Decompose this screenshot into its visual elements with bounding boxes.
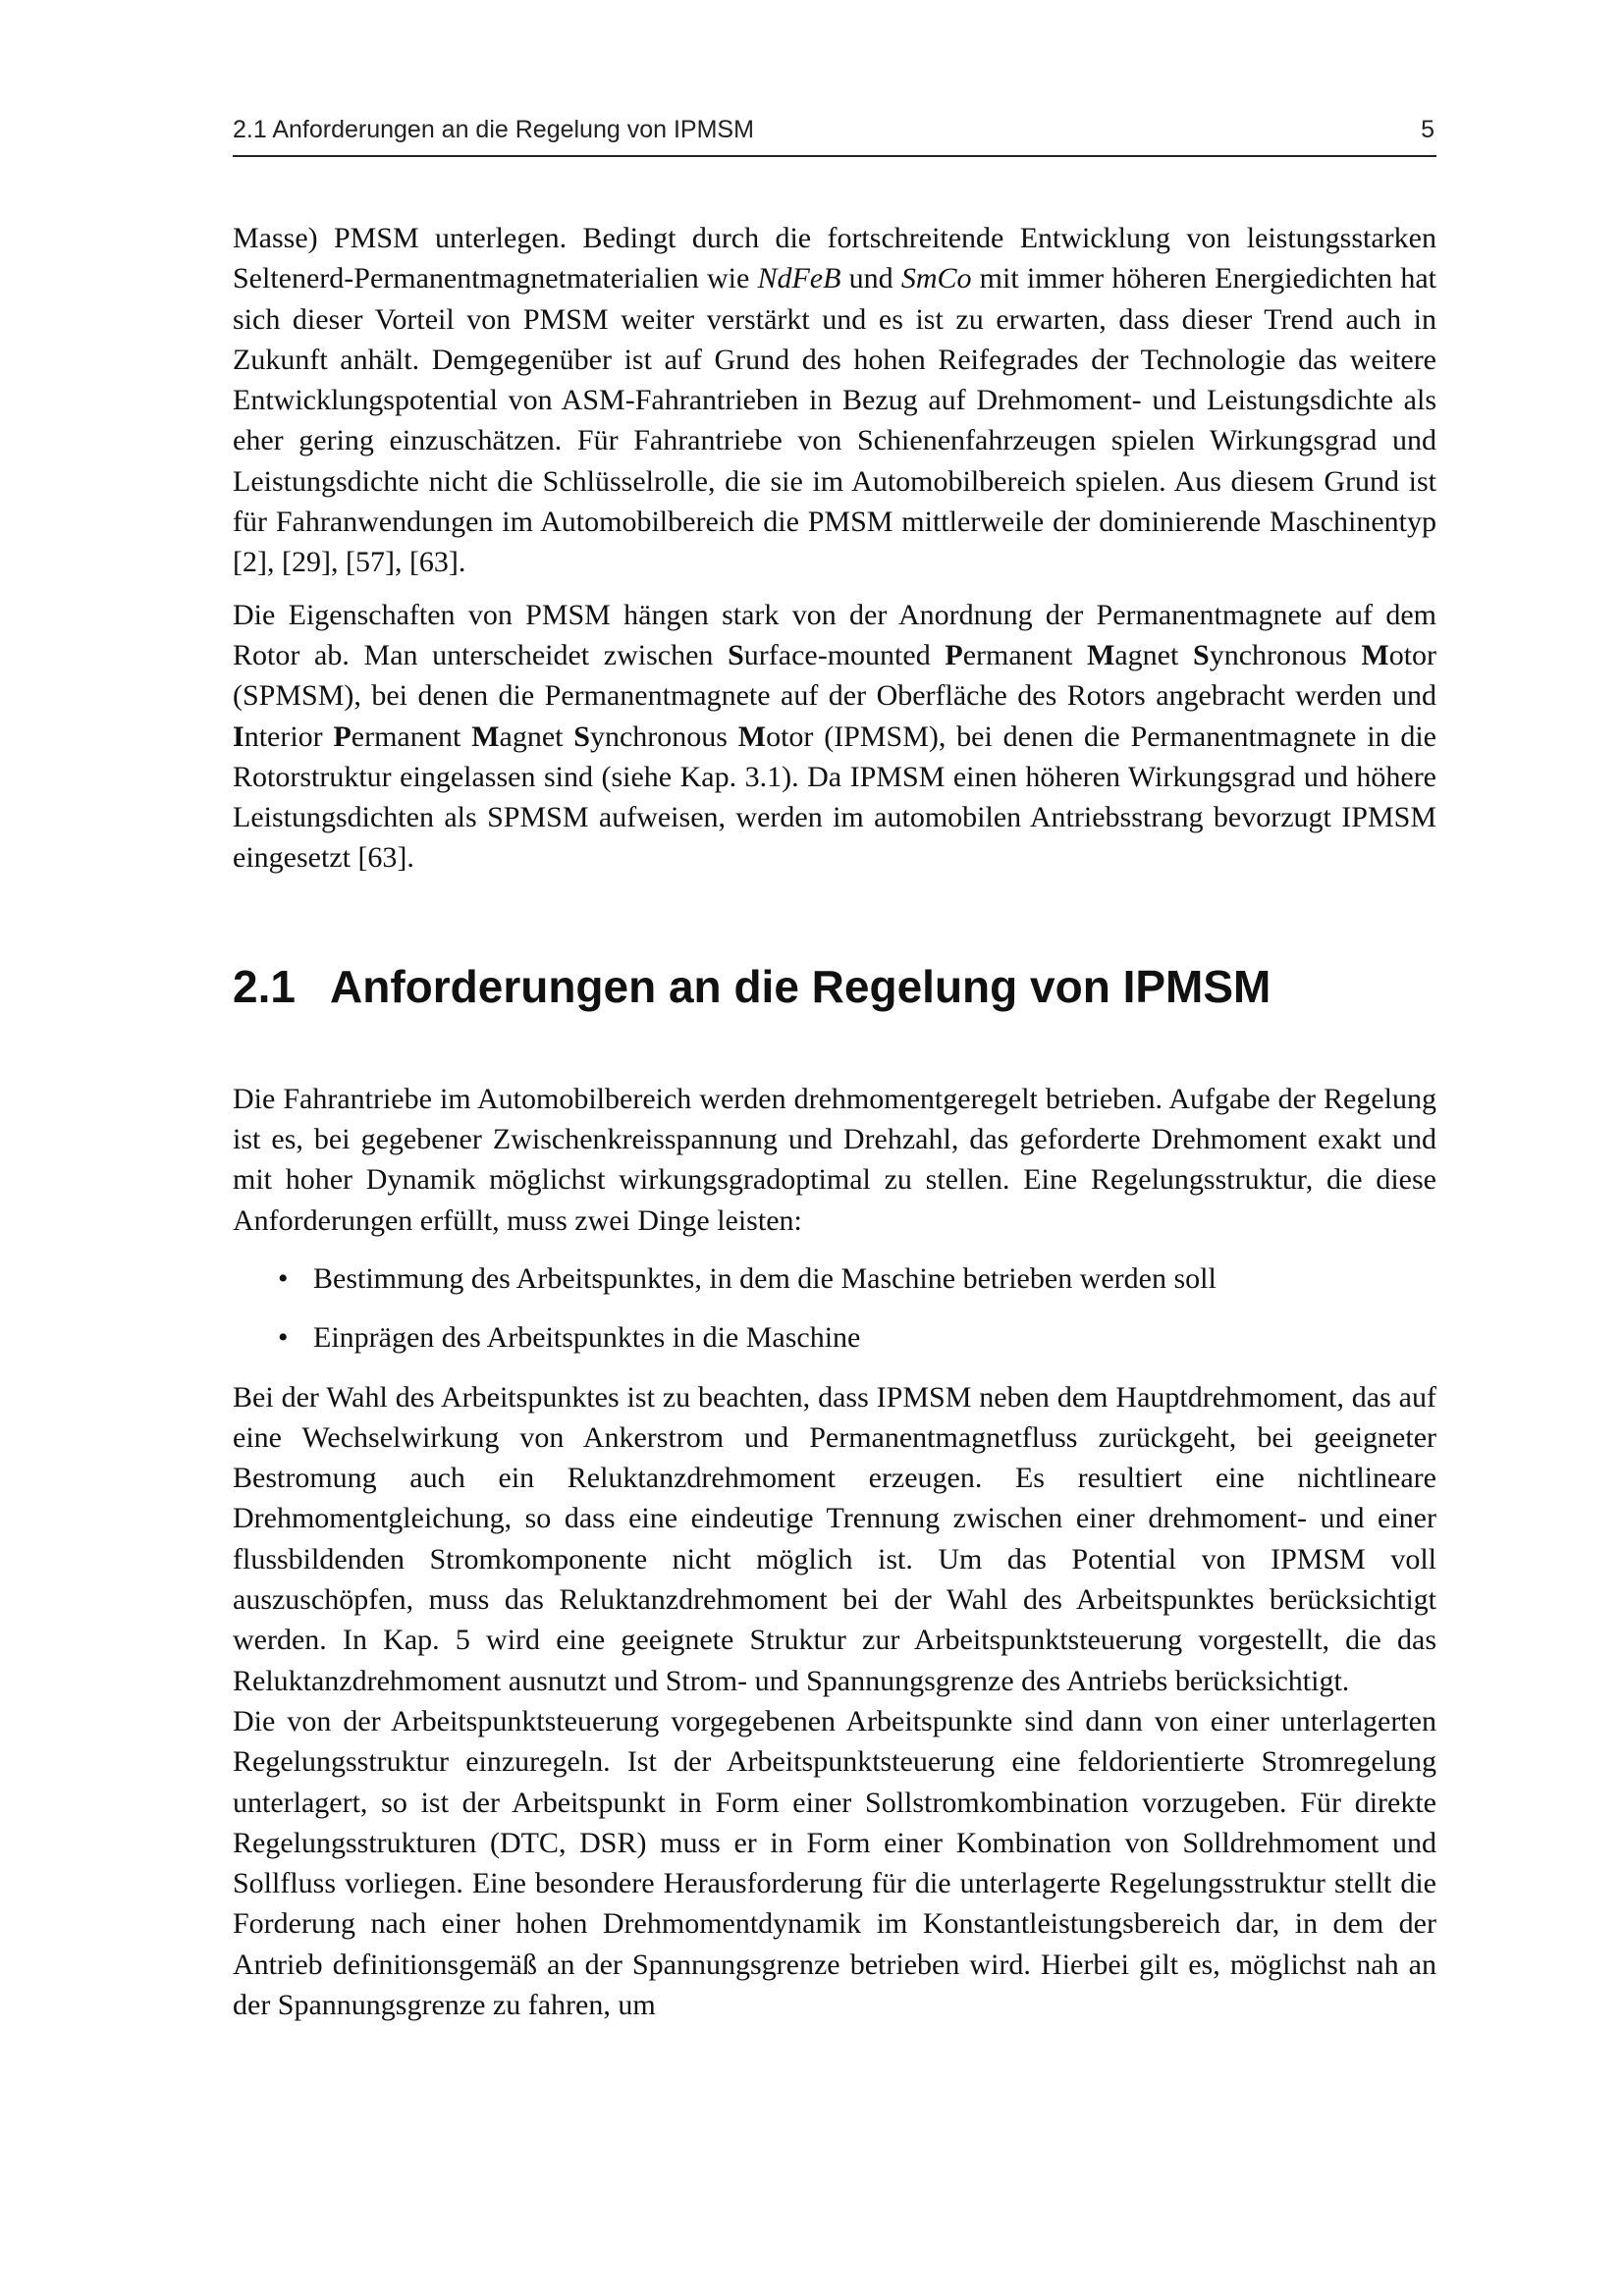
paragraph-text: agnet: [1114, 638, 1193, 671]
paragraph-text: mit immer höheren Energiedichten hat sich dieser Vorteil von PMSM weiter verstärkt und es ist zu erwarten, dass dieser Trend auch in Zukunft anhält. Demgegenüber ist auf Grund des hohen Reifegrades der Technologie das weitere Entwicklungspotential von ASM-Fahrantrieben in Bezug auf Drehmoment- und Leistungsdichte als eher gering einzuschätzen. Für Fahrantriebe von Schienenfahrzeugen spielen Wirkungsgrad und Leistungsdichte nicht die Schlüsselrolle, die sie im Automobilbereich spielen. Aus diesem Grund ist für Fahranwendungen im Automobilbereich die PMSM mittlerweile der dominierende Maschinentyp [2], [29], [57], [63].: [233, 262, 1436, 579]
acronym-letter: P: [333, 720, 352, 753]
paragraph-text: Masse) PMSM unterlegen. Bedingt durch die fortschreitende Entwicklung von leistungsstarken Seltenerd-Permanentmagnetmaterialien wie: [233, 222, 1436, 295]
material-smco: SmCo: [900, 262, 972, 295]
list-item-text: Bestimmung des Arbeitspunktes, in dem die Maschine betrieben werden soll: [313, 1261, 1217, 1295]
running-title: 2.1 Anforderungen an die Regelung von IPMSM: [233, 116, 754, 143]
bullet-icon: •: [278, 1321, 289, 1355]
section-number: 2.1: [233, 960, 296, 1012]
page-header: [233, 114, 1436, 157]
material-ndfeb: NdFeB: [757, 262, 841, 295]
paragraph-text: und: [840, 262, 901, 295]
section-title: Anforderungen an die Regelung von IPMSM: [330, 960, 1271, 1012]
paragraph-text: urface-mounted: [743, 638, 946, 671]
paragraph-text: Die Eigenschaften von PMSM hängen stark von der Anordnung der Permanentmagnete auf dem Rotor ab. Man unterscheidet zwischen: [233, 598, 1436, 671]
acronym-letter: M: [1087, 638, 1115, 671]
paragraph-text: agnet: [499, 720, 574, 753]
paragraph-text: otor (SPMSM), bei denen die Permanentmagnete auf der Oberfläche des Rotors angebracht werden und: [233, 638, 1437, 713]
bullet-icon: •: [278, 1261, 289, 1295]
paragraph-text: ynchronous: [589, 720, 738, 753]
acronym-letter: S: [573, 720, 590, 753]
page-number: 5: [1421, 116, 1434, 143]
paragraph-pmsm-types: [233, 595, 1436, 879]
paragraph-control-task: Die Fahrantriebe im Automobilbereich werden drehmomentgeregelt betrieben. Aufgabe der Regelung ist es, bei gegebener Zwischenkreisspannung und Drehzahl, das geforderte Drehmoment exakt und mit hoher Dynamik möglichst wirkungsgradoptimal zu stellen. Eine Regelungsstruktur, die diese Anforderungen erfüllt, muss zwei Dinge leisten:: [233, 1082, 1436, 1237]
acronym-letter: I: [233, 720, 244, 753]
paragraph-text: ermanent: [351, 720, 472, 753]
list-item-text: Einprägen des Arbeitspunktes in die Maschine: [313, 1321, 861, 1355]
acronym-letter: M: [1361, 638, 1389, 671]
list-item: [233, 1317, 1436, 1358]
acronym-letter: S: [1193, 638, 1210, 671]
paragraph-subordinate-control: Die von der Arbeitspunktsteuerung vorgegebenen Arbeitspunkte sind dann von einer unterlagerten Regelungsstruktur einzuregeln. Ist der Arbeitspunktsteuerung eine feldorientierte Stromregelung unterlagert, so ist der Arbeitspunkt in Form einer Sollstromkombination vorzugeben. Für direkte Regelungsstrukturen (DTC, DSR) muss er in Form einer Kombination von Solldrehmoment und Sollfluss vorliegen. Eine besondere Herausforderung für die unterlagerte Regelungsstruktur stellt die Forderung nach einer hohen Drehmomentdynamik im Konstantleistungsbereich dar, in dem der Antrieb definitionsgemäß an der Spannungsgrenze betrieben wird. Hierbei gilt es, möglichst nah an der Spannungsgrenze zu fahren, um: [233, 1704, 1436, 2021]
paragraph-text: otor (IPMSM), bei denen die Permanentmagnete in die Rotorstruktur eingelassen sind (siehe Kap. 3.1). Da IPMSM einen höheren Wirkungsgrad und höhere Leistungsdichten als SPMSM aufweisen, werden im automobilen Antriebsstrang bevorzugt IPMSM eingesetzt [63].: [233, 720, 1436, 875]
paragraph-operating-point: Bei der Wahl des Arbeitspunktes ist zu beachten, dass IPMSM neben dem Hauptdrehmoment, das auf eine Wechselwirkung von Ankerstrom und Permanentmagnetfluss zurückgeht, bei geeigneter Bestromung auch ein Reluktanzdrehmoment erzeugen. Es resultiert eine nichtlineare Drehmomentgleichung, so dass eine eindeutige Trennung zwischen einer drehmoment- und einer flussbildenden Stromkomponente nicht möglich ist. Um das Potential von IPMSM voll auszuschöpfen, muss das Reluktanzdrehmoment bei der Wahl des Arbeitspunktes berücksichtigt werden. In Kap. 5 wird eine geeignete Struktur zur Arbeitspunktsteuerung vorgestellt, die das Reluktanzdrehmoment ausnutzt und Strom- und Spannungsgrenze des Antriebs berücksichtigt.: [233, 1380, 1436, 1697]
paragraph-text: ynchronous: [1209, 638, 1362, 671]
list-item: [233, 1258, 1436, 1299]
acronym-letter: M: [471, 720, 500, 753]
section-heading: [233, 959, 1436, 1014]
paragraph-text: ermanent: [962, 638, 1088, 671]
page-body: [233, 218, 1436, 2025]
paragraph-text: nterior: [243, 720, 334, 753]
acronym-letter: M: [737, 720, 767, 753]
bullet-list: [233, 1258, 1436, 1359]
acronym-letter: P: [945, 638, 963, 671]
acronym-letter: S: [728, 638, 744, 671]
paragraph-pmsm-advantages: [233, 218, 1436, 583]
